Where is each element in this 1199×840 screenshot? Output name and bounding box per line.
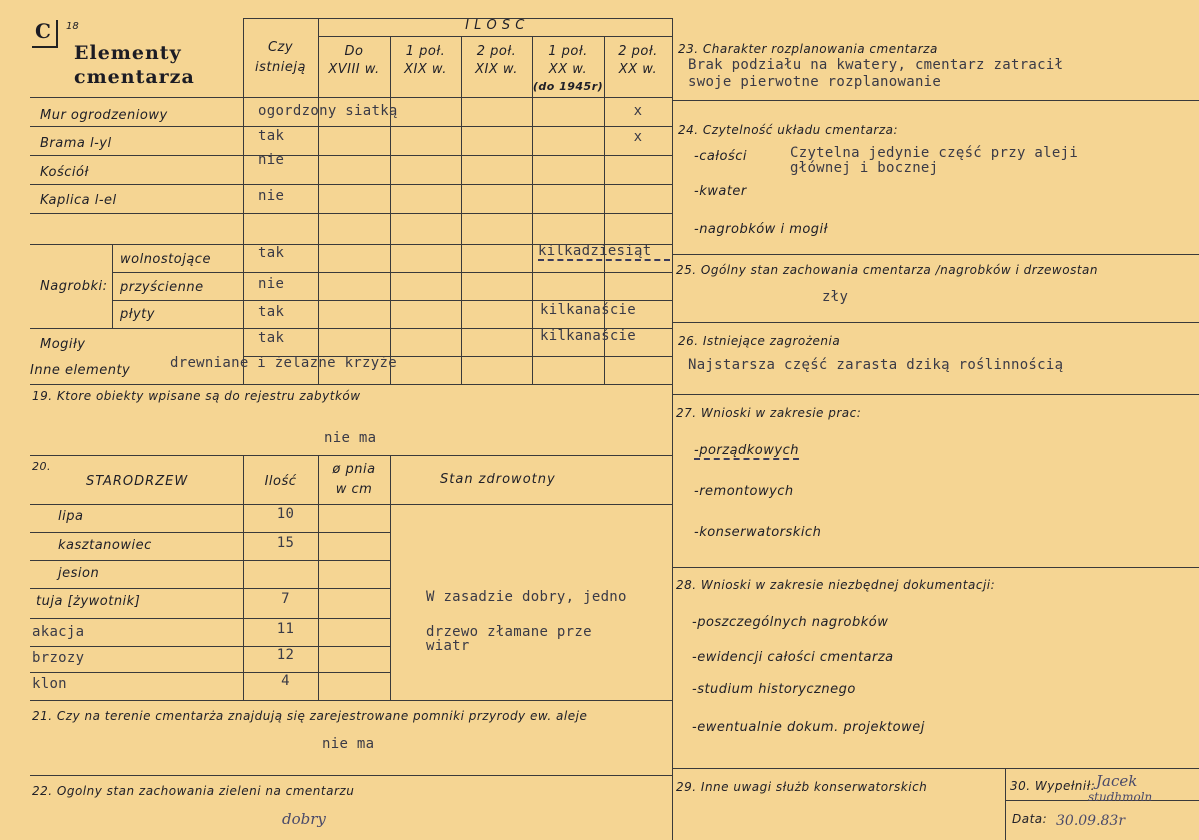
row-line — [30, 97, 672, 98]
tree-name: jesion — [58, 566, 100, 581]
row-line — [30, 155, 672, 156]
row-line — [672, 254, 1199, 255]
period-header-3-line-1: 2 poł. — [476, 44, 517, 59]
pnia-header-2: w cm — [335, 482, 373, 497]
tree-name: akacja — [32, 624, 85, 640]
health-line-3: wiatr — [426, 638, 470, 654]
kosciol-value: nie — [258, 152, 285, 168]
section-28-projektowej: -ewentualnie dokum. projektowej — [692, 720, 925, 735]
section-19-value: nie ma — [324, 430, 377, 446]
czy-header-2: istnieją — [255, 60, 306, 75]
section-24-calosci: -całości — [694, 149, 748, 164]
section-26-label: 26. Istniejące zagrożenia — [678, 334, 841, 348]
section-24-nagrobkow: -nagrobków i mogił — [694, 222, 828, 237]
row-label-inne: Inne elementy — [30, 363, 131, 378]
col-line — [243, 455, 244, 700]
tree-count: 11 — [276, 621, 295, 637]
col-line — [461, 36, 462, 384]
col-line — [390, 36, 391, 384]
tree-count: 10 — [276, 506, 295, 522]
tree-name: brzozy — [32, 650, 85, 666]
section-22-value: dobry — [282, 810, 326, 828]
brama-value: tak — [258, 128, 285, 144]
row-line — [30, 646, 390, 647]
period-header-4-line-2: XX w. — [548, 62, 588, 77]
col-line — [1005, 768, 1006, 840]
section-23-value-1: Brak podziału na kwatery, cmentarz zatracił — [688, 57, 1064, 73]
tree-count: 7 — [281, 591, 290, 607]
health-line-2: drzewo złamane prze — [426, 624, 592, 640]
row-line — [672, 322, 1199, 323]
row-line — [30, 775, 672, 776]
tree-count: 4 — [281, 673, 290, 689]
title-line-1: Elementy — [74, 42, 182, 64]
section-22-label: 22. Ogolny stan zachowania zieleni na cmentarzu — [32, 784, 355, 798]
section-25-label: 25. Ogólny stan zachowania cmentarza /nagrobków i drzewostan — [676, 263, 1098, 277]
row-line — [112, 272, 672, 273]
section-28-label: 28. Wnioski w zakresie niezbędnej dokumentacji: — [676, 578, 996, 592]
row-line — [672, 567, 1199, 568]
tree-name: kasztanowiec — [58, 538, 152, 553]
brama-mark: x — [633, 129, 643, 145]
row-label-mur: Mur ogrodzeniowy — [40, 108, 168, 123]
section-30-label: 30. Wypełnił: — [1010, 779, 1096, 793]
section-27-porzadkowych: -porządkowych — [694, 443, 799, 458]
title-line-2: cmentarza — [74, 66, 195, 88]
mogily-count: kilkanaście — [540, 328, 637, 344]
period-header-4-line-1: 1 poł. — [548, 44, 588, 59]
row-line — [672, 394, 1199, 395]
section-21-value: nie ma — [322, 736, 375, 752]
row-line — [30, 504, 672, 505]
tree-count: 12 — [276, 647, 295, 663]
c-label: C — [35, 19, 51, 43]
tree-name: tuja [żywotnik] — [36, 594, 141, 609]
inne-value: drewniane i żelazne krzyże — [170, 355, 397, 371]
section-24-calosci-v1: Czytelna jedynie część przy aleji — [790, 145, 1079, 161]
period-header-1-line-2: XVIII w. — [328, 62, 380, 77]
row-line — [30, 672, 390, 673]
col-line — [112, 244, 113, 328]
kaplica-value: nie — [258, 188, 285, 204]
wolnostojace-value: tak — [258, 245, 285, 261]
row-line — [30, 560, 390, 561]
period-header-1-line-1: Do — [344, 44, 364, 59]
period-header-5-line-2: XX w. — [618, 62, 658, 77]
section-21-label: 21. Czy na terenie cmentarża znajdują się zarejestrowane pomniki przyrody ew. aleje — [32, 709, 588, 723]
main-divider — [672, 18, 673, 840]
period-header-2-line-1: 1 poł. — [405, 44, 446, 59]
plyty-count: kilkanaście — [540, 302, 637, 318]
section-28-ewidencji: -ewidencji całości cmentarza — [692, 650, 894, 665]
row-label-wolnostojace: wolnostojące — [120, 252, 211, 267]
period-header-2-line-2: XIX w. — [404, 62, 447, 77]
section-25-value: zły — [822, 289, 849, 305]
row-line — [30, 700, 672, 701]
section-27-konserwatorskich: -konserwatorskich — [694, 525, 822, 540]
row-line — [30, 532, 390, 533]
c-number: 18 — [66, 21, 79, 32]
row-line — [30, 126, 672, 127]
tree-name: klon — [32, 676, 67, 692]
plyty-value: tak — [258, 304, 285, 320]
row-line — [672, 100, 1199, 101]
section-20-num: 20. — [32, 460, 51, 473]
row-line — [30, 588, 390, 589]
row-label-plyty: płyty — [120, 307, 155, 322]
filled-by-name-2: studhmoln — [1088, 790, 1153, 804]
section-27-label: 27. Wnioski w zakresie prac: — [676, 406, 862, 420]
row-line — [30, 384, 672, 385]
row-label-przyscienne: przyścienne — [120, 280, 204, 295]
stan-header: Stan zdrowotny — [440, 472, 556, 487]
row-label-mogily: Mogiły — [40, 337, 86, 352]
period-header-4-line-3: (do 1945r) — [532, 80, 604, 93]
section-23-label: 23. Charakter rozplanowania cmentarza — [678, 42, 938, 56]
filled-by-name-1: Jacek — [1096, 772, 1138, 790]
mur-value: ogordzony siatką — [258, 103, 398, 119]
section-28-nagrobkow: -poszczególnych nagrobków — [692, 615, 889, 630]
row-label-kaplica: Kaplica l-el — [40, 193, 117, 208]
section-24-label: 24. Czytelność układu cmentarza: — [678, 123, 899, 137]
section-28-studium: -studium historycznego — [692, 682, 856, 697]
row-line — [672, 768, 1199, 769]
row-label-kosciol: Kościół — [40, 165, 89, 180]
section-26-value: Najstarsza część zarasta dziką roślinnością — [688, 357, 1064, 373]
row-line — [30, 618, 390, 619]
row-line — [112, 300, 672, 301]
mur-mark: x — [633, 103, 643, 119]
mogily-value: tak — [258, 330, 285, 346]
ilosc-col-header: Ilość — [264, 474, 297, 489]
row-label-nagrobki: Nagrobki: — [40, 279, 108, 294]
section-24-kwater: -kwater — [694, 184, 747, 199]
row-label-brama: Brama l-yl — [40, 136, 112, 151]
section-27-remontowych: -remontowych — [694, 484, 794, 499]
row-line — [30, 184, 672, 185]
tree-count: 15 — [276, 535, 295, 551]
period-header-3-line-2: XIX w. — [475, 62, 518, 77]
przyscienne-value: nie — [258, 276, 285, 292]
section-24-calosci-v2: głównej i bocznej — [790, 160, 939, 176]
ilosc-header: I L O S C — [465, 18, 525, 33]
section-23-value-2: swoje pierwotne rozplanowanie — [688, 74, 942, 90]
starodrzew-title: STARODRZEW — [86, 474, 189, 489]
health-line-1: W zasadzie dobry, jedno — [426, 589, 627, 605]
section-19-label: 19. Ktore obiekty wpisane są do rejestru zabytków — [32, 389, 361, 403]
wolnostojace-count: kilkadziesiąt — [538, 243, 670, 261]
row-line — [30, 213, 672, 214]
section-29-label: 29. Inne uwagi służb konserwatorskich — [676, 780, 928, 794]
pnia-header-1: ø pnia — [332, 462, 376, 477]
col-line — [390, 455, 391, 700]
czy-header-1: Czy — [267, 40, 294, 55]
filled-date: 30.09.83r — [1056, 813, 1126, 829]
row-line — [30, 455, 672, 456]
period-header-5-line-1: 2 poł. — [618, 44, 658, 59]
tree-name: lipa — [58, 509, 84, 524]
data-label: Data: — [1012, 812, 1048, 826]
row-line — [318, 36, 672, 37]
